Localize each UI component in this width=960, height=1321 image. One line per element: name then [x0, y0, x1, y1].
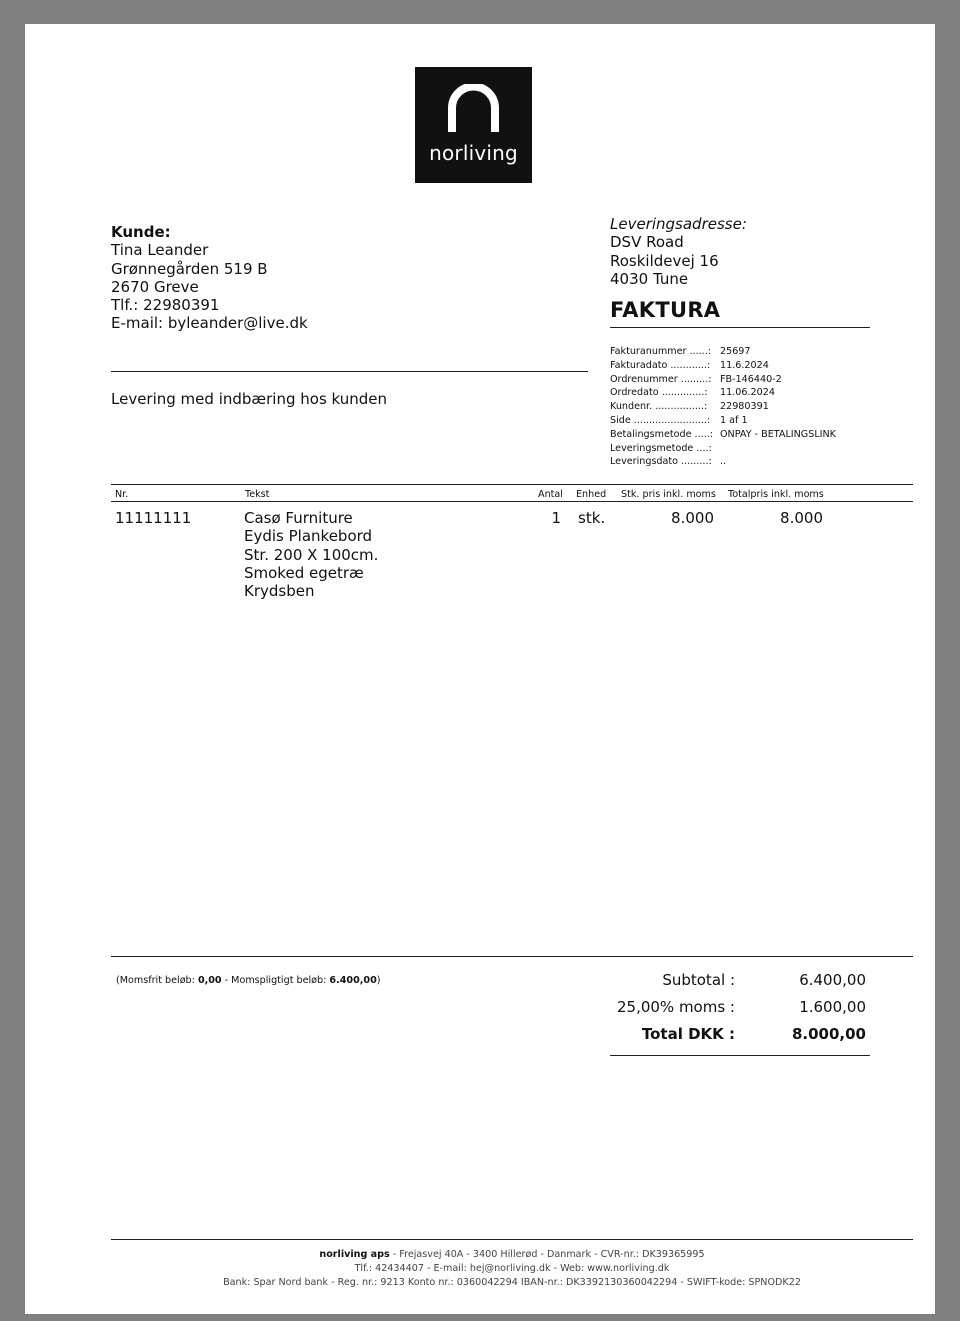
meta-key: Leveringsdato .........:	[610, 456, 712, 468]
divider	[111, 371, 588, 372]
item-text-line: Krydsben	[244, 582, 315, 601]
vat-note-prefix: (Momsfrit beløb:	[116, 975, 198, 986]
vat-note-mid: - Momspligtigt beløb:	[221, 975, 330, 986]
item-text	[244, 509, 378, 600]
meta-key: Side ........................:	[610, 414, 711, 426]
footer-line3: Bank: Spar Nord bank - Reg. nr.: 9213 Konto nr.: 0360042294 IBAN-nr.: DK3392130360042294 - SWIFT-kode: SPNODK22	[223, 1276, 801, 1288]
delivery-address-label: Leveringsadresse:	[610, 215, 747, 233]
table-header	[111, 484, 913, 502]
customer-phone: Tlf.: 22980391	[111, 296, 220, 315]
item-text-line: Casø Furniture	[244, 509, 353, 527]
footer-line1	[111, 1248, 913, 1262]
meta-value: FB-146440-2	[720, 373, 782, 385]
customer-street: Grønnegården 519 B	[111, 259, 268, 278]
delivery-line2: Roskildevej 16	[610, 251, 719, 270]
col-unit-price: Stk. pris inkl. moms	[621, 489, 716, 500]
subtotal-row	[585, 969, 870, 996]
divider	[111, 956, 913, 957]
customer-block	[111, 223, 308, 333]
delivery-note: Levering med indbæring hos kunden	[111, 390, 388, 408]
col-qty: Antal	[538, 489, 563, 500]
meta-key: Leveringsmetode ....:	[610, 442, 712, 454]
footer	[111, 1248, 913, 1289]
meta-row	[610, 359, 836, 373]
item-text-line: Eydis Plankebord	[244, 527, 373, 546]
document-title: FAKTURA	[610, 298, 721, 322]
meta-row	[610, 428, 836, 442]
meta-key: Ordredato ..............:	[610, 387, 708, 399]
vat-free-amount: 0,00	[197, 975, 222, 986]
total-value: 8.000,00	[791, 1025, 866, 1043]
item-qty: 1	[551, 509, 561, 527]
footer-line2: Tlf.: 42434407 - E-mail: hej@norliving.dk - Web: www.norliving.dk	[354, 1262, 670, 1274]
delivery-line1: DSV Road	[610, 233, 684, 252]
vat-note-suffix: )	[376, 975, 381, 986]
vat-label: 25,00% moms :	[616, 998, 735, 1016]
item-text-line: Str. 200 X 100cm.	[244, 545, 379, 564]
customer-city: 2670 Greve	[111, 277, 199, 296]
customer-email: E-mail: byleander@live.dk	[111, 314, 308, 333]
meta-row	[610, 442, 836, 456]
vat-row	[585, 996, 870, 1023]
total-row	[585, 1023, 870, 1050]
customer-label: Kunde:	[111, 223, 171, 241]
item-unit: stk.	[578, 509, 606, 527]
footer-company: norliving aps	[319, 1249, 390, 1260]
col-unit: Enhed	[576, 489, 607, 500]
arch-logo-icon	[448, 84, 499, 132]
item-text-line: Smoked egetræ	[244, 563, 364, 582]
meta-key: Betalingsmetode .....:	[610, 428, 714, 440]
totals-block	[585, 969, 870, 1050]
item-nr: 11111111	[115, 509, 192, 527]
col-nr: Nr.	[115, 489, 129, 500]
meta-key: Ordrenummer .........:	[610, 373, 712, 385]
meta-value: 22980391	[720, 401, 769, 413]
item-unit-price: 8.000	[671, 509, 714, 527]
col-text: Tekst	[245, 489, 270, 500]
meta-row	[610, 345, 836, 359]
meta-row	[610, 373, 836, 387]
delivery-line3: 4030 Tune	[610, 269, 689, 288]
divider	[610, 327, 870, 328]
vat-note	[116, 975, 381, 986]
norliving-logo	[415, 67, 532, 183]
meta-value: 1 af 1	[720, 414, 748, 426]
meta-key: Fakturadato ............:	[610, 359, 711, 371]
item-total-price: 8.000	[780, 509, 823, 527]
divider	[610, 1055, 870, 1056]
subtotal-value: 6.400,00	[799, 971, 866, 989]
meta-row	[610, 386, 836, 400]
customer-name: Tina Leander	[111, 241, 209, 260]
vat-taxable-amount: 6.400,00	[329, 975, 377, 986]
meta-row	[610, 455, 836, 469]
meta-row	[610, 414, 836, 428]
total-label: Total DKK :	[641, 1025, 735, 1043]
col-total-price: Totalpris inkl. moms	[728, 489, 824, 500]
meta-value: 25697	[720, 346, 751, 357]
logo-text: norliving	[429, 141, 518, 165]
subtotal-label: Subtotal :	[662, 971, 735, 989]
meta-key: Fakturanummer ......:	[610, 346, 712, 357]
invoice-page	[25, 24, 935, 1314]
meta-value: ..	[720, 456, 727, 468]
vat-value: 1.600,00	[799, 998, 866, 1016]
meta-value: 11.6.2024	[720, 359, 769, 371]
invoice-meta	[610, 345, 836, 469]
footer-address: - Frejasvej 40A - 3400 Hillerød - Danmark - CVR-nr.: DK39365995	[389, 1249, 705, 1260]
meta-key: Kundenr. ................:	[610, 401, 708, 413]
meta-value: ONPAY - BETALINGSLINK	[720, 428, 836, 440]
divider	[111, 1239, 913, 1240]
meta-row	[610, 400, 836, 414]
meta-value: 11.06.2024	[720, 387, 775, 399]
delivery-address-block	[610, 215, 747, 288]
